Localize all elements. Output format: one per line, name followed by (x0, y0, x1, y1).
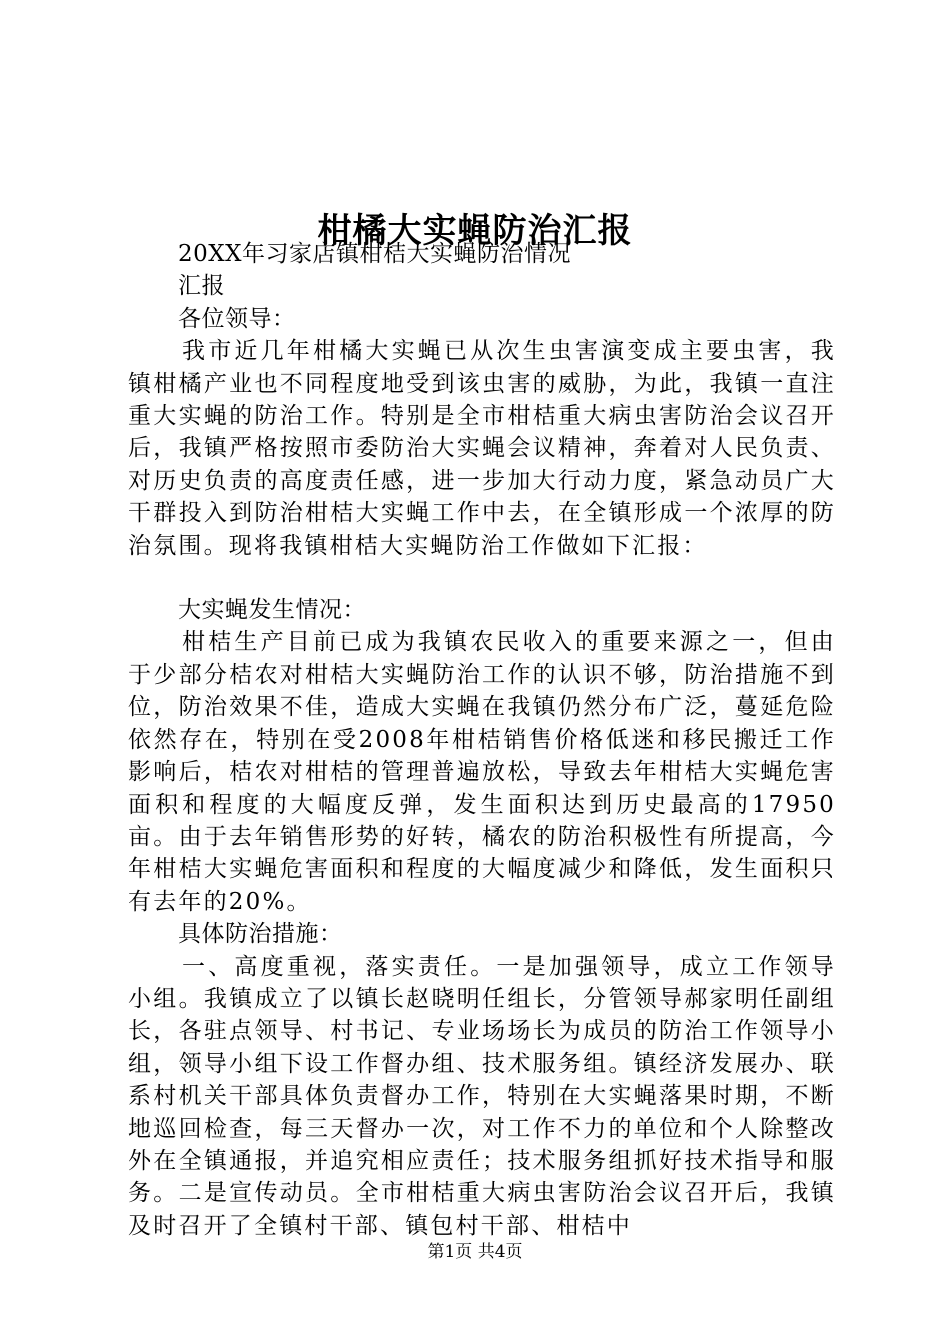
occurrence-paragraph: 柑桔生产目前已成为我镇农民收入的重要来源之一，但由于少部分桔农对柑桔大实蝇防治工作的认识不够，防治措施不到位，防治效果不佳，造成大实蝇在我镇仍然分布广泛，蔓延危险依然存在，特别在受2008年柑桔销售价格低迷和移民搬迁工作影响后，桔农对柑桔的管理普遍放松，导致去年柑桔大实蝇危害面积和程度的大幅度反弹，发生面积达到历史最高的17950亩。由于去年销售形势的好转，橘农的防治积极性有所提高，今年柑桔大实蝇危害面积和程度的大幅度减少和降低，发生面积只有去年的20%。 (128, 629, 836, 915)
section-heading-measures: 具体防治措施： (178, 921, 343, 948)
subtitle-line-2: 汇报 (178, 273, 225, 300)
salutation: 各位领导： (178, 305, 296, 332)
document-title: 柑橘大实蝇防治汇报 (317, 210, 633, 251)
subtitle-line-1: 20XX年习家店镇柑桔大实蝇防治情况 (178, 241, 572, 267)
measures-paragraph: 一、高度重视，落实责任。一是加强领导，成立工作领导小组。我镇成立了以镇长赵晓明任组长，分管领导郝家明任副组长，各驻点领导、村书记、专业场场长为成员的防治工作领导小组，领导小组下设工作督办组、技术服务组。镇经济发展办、联系村机关干部具体负责督办工作，特别在大实蝇落果时期，不断地巡回检查，每三天督办一次，对工作不力的单位和个人除整改外在全镇通报，并追究相应责任；技术服务组抓好技术指导和服务。二是宣传动员。全市柑桔重大病虫害防治会议召开后，我镇及时召开了全镇村干部、镇包村干部、柑桔中 (128, 953, 836, 1239)
page-number-footer: 第1页 共4页 (427, 1242, 523, 1262)
section-heading-occurrence: 大实蝇发生情况： (178, 597, 366, 624)
blank-line (128, 562, 836, 594)
intro-paragraph: 我市近几年柑橘大实蝇已从次生虫害演变成主要虫害，我镇柑橘产业也不同程度地受到该虫害的威胁，为此，我镇一直注重大实蝇的防治工作。特别是全市柑桔重大病虫害防治会议召开后，我镇严格按照市委防治大实蝇会议精神，奔着对人民负责、对历史负责的高度责任感，进一步加大行动力度，紧急动员广大干群投入到防治柑桔大实蝇工作中去，在全镇形成一个浓厚的防治氛围。现将我镇柑桔大实蝇防治工作做如下汇报： (128, 338, 836, 559)
document-body (128, 238, 836, 1242)
